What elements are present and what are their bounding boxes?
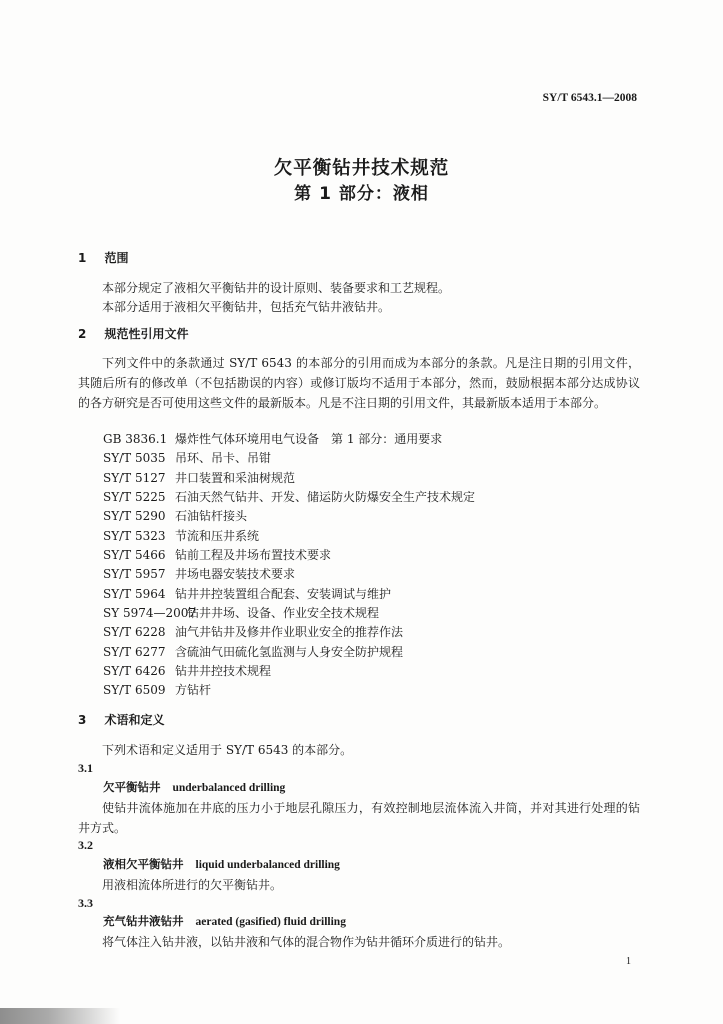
section-2-heading	[78, 327, 189, 343]
reference-code: SY/T 5323	[103, 528, 166, 543]
reference-title: 井场电器安装技术要求	[175, 567, 296, 582]
reference-code: SY/T 6509	[103, 683, 166, 698]
reference-title: 含硫油气田硫化氢监测与人身安全防护规程	[175, 644, 404, 659]
section-title: 术语和定义	[104, 713, 165, 727]
term-zh: 充气钻井液钻井	[103, 914, 184, 928]
reference-title: 节流和压井系统	[175, 528, 260, 543]
page-number: 1	[626, 956, 631, 967]
reference-item	[103, 451, 475, 470]
reference-code: SY/T 5466	[103, 548, 166, 563]
term-en: aerated (gasified) fluid drilling	[195, 916, 346, 928]
section-title: 范围	[104, 251, 129, 265]
reference-title: 钻井井场、设备、作业安全技术规程	[187, 606, 380, 621]
reference-item	[103, 490, 475, 509]
term-en: liquid underbalanced drilling	[195, 859, 340, 871]
reference-title: 吊环、吊卡、吊钳	[175, 451, 272, 466]
reference-item	[103, 606, 475, 625]
section-3-heading	[78, 713, 165, 729]
reference-code: SY/T 5957	[103, 567, 166, 582]
term-zh: 液相欠平衡钻井	[103, 857, 184, 871]
reference-code: SY/T 6426	[103, 664, 166, 679]
term-definition: 用液相流体所进行的欠平衡钻井。	[102, 878, 283, 892]
scan-artifact	[0, 1008, 120, 1024]
reference-item	[103, 567, 475, 586]
reference-code: SY/T 6228	[103, 625, 166, 640]
term-heading	[103, 857, 340, 873]
reference-item	[103, 432, 475, 451]
reference-title: 石油天然气钻井、开发、储运防火防爆安全生产技术规定	[175, 490, 476, 505]
term-heading	[103, 914, 346, 930]
reference-code: SY 5974—2007	[103, 606, 197, 621]
section-title: 规范性引用文件	[104, 327, 189, 341]
reference-title: 石油钻杆接头	[175, 509, 248, 524]
reference-code: SY/T 5035	[103, 451, 166, 466]
reference-title: 爆炸性气体环境用电气设备 第 1 部分：通用要求	[175, 432, 443, 446]
term-zh: 欠平衡钻井	[103, 780, 161, 794]
reference-item	[103, 529, 475, 548]
standard-code: SY/T 6543.1—2008	[542, 92, 637, 104]
section-number: 3	[78, 713, 87, 727]
document-title: 欠平衡钻井技术规范	[273, 158, 450, 179]
reference-title: 油气井钻井及修井作业职业安全的推荐作法	[175, 625, 404, 640]
section-number: 1	[78, 251, 87, 265]
term-number: 3.1	[78, 761, 93, 775]
reference-item	[103, 683, 475, 702]
term-heading	[103, 780, 285, 796]
term-number: 3.2	[78, 838, 93, 852]
reference-item	[103, 548, 475, 567]
reference-title: 钻前工程及井场布置技术要求	[175, 548, 332, 563]
reference-code: SY/T 6277	[103, 644, 166, 659]
paragraph: 本部分规定了液相欠平衡钻井的设计原则、装备要求和工艺规程。	[102, 281, 451, 295]
term-definition: 使钻井流体施加在井底的压力小于地层孔隙压力，有效控制地层流体流入井筒，并对其进行处理的钻井方式。	[78, 801, 640, 835]
reference-item	[103, 664, 475, 683]
terms-intro: 下列术语和定义适用于 SY/T 6543 的本部分。	[102, 743, 353, 757]
document-subtitle: 第 1 部分：液相	[294, 184, 429, 204]
reference-item	[103, 625, 475, 644]
reference-title: 钻井井控装置组合配套、安装调试与维护	[175, 586, 392, 601]
reference-code: SY/T 5225	[103, 490, 166, 505]
reference-code: SY/T 5290	[103, 509, 166, 524]
reference-item	[103, 645, 475, 664]
section-1-heading	[78, 251, 129, 267]
term-definition: 将气体注入钻井液，以钻井液和气体的混合物作为钻井循环介质进行的钻井。	[102, 935, 511, 949]
reference-title: 方钻杆	[175, 683, 212, 698]
reference-code: GB 3836.1	[103, 432, 168, 446]
reference-item	[103, 471, 475, 490]
reference-title: 钻井井控技术规程	[175, 664, 272, 679]
reference-item	[103, 509, 475, 528]
term-en: underbalanced drilling	[172, 782, 286, 794]
paragraph: 本部分适用于液相欠平衡钻井，包括充气钻井液钻井。	[102, 300, 391, 314]
references-intro: 下列文件中的条款通过 SY/T 6543 的本部分的引用而成为本部分的条款。凡是注日期的引用文件，其随后所有的修改单（不包括勘误的内容）或修订版均不适用于本部分，然而，鼓励根据本部分达成协议的各方研究是否可使用这些文件的最新版本。凡是不注日期的引用文件，其最新版本适用于本部分。	[78, 356, 640, 410]
reference-item	[103, 587, 475, 606]
reference-code: SY/T 5127	[103, 470, 166, 485]
reference-title: 井口装置和采油树规范	[175, 470, 296, 485]
term-number: 3.3	[78, 896, 93, 910]
normative-references-list	[103, 432, 475, 703]
reference-code: SY/T 5964	[103, 586, 166, 601]
section-number: 2	[78, 327, 87, 341]
